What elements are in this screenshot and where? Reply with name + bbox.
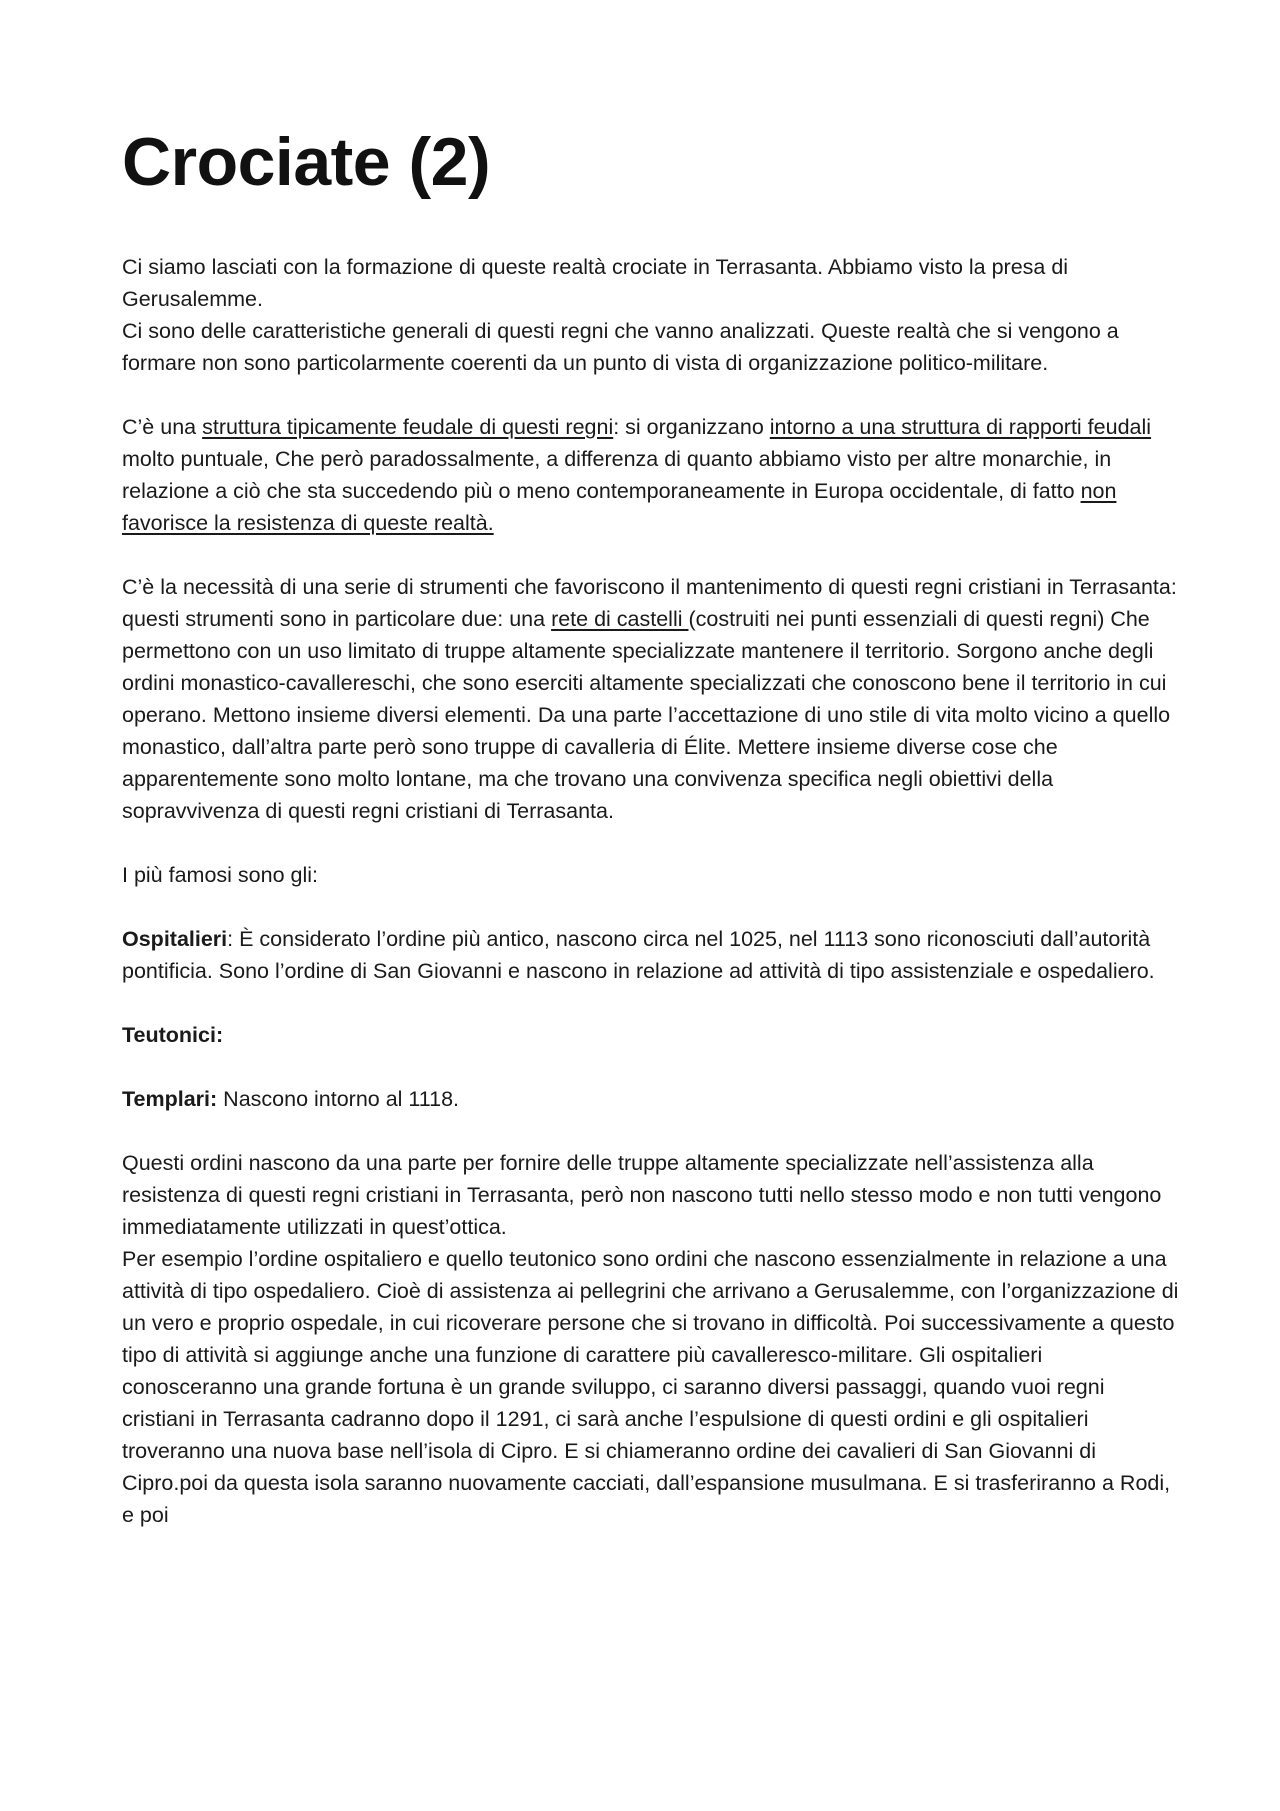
- paragraph-orders-purpose: Questi ordini nascono da una parte per fornire delle truppe altamente specializzate nell’assistenza alla resistenza di questi regni cristiani in Terrasanta, però non nascono tutti nello stesso modo e non tutti vengono immediatamente utilizzati in quest’ottica.: [122, 1151, 1162, 1239]
- underlined-text: struttura tipicamente feudale di questi regni: [202, 415, 614, 439]
- paragraph-intro: Ci siamo lasciati con la formazione di queste realtà crociate in Terrasanta. Abbiamo visto la presa di Gerusalemme.: [122, 255, 1069, 311]
- underlined-text: intorno a una struttura di rapporti feudali: [769, 415, 1152, 439]
- paragraph-instruments: [122, 571, 1182, 827]
- text-run: molto puntuale, Che però paradossalmente, a differenza di quanto abbiamo visto per altre monarchie, in relazione a ciò che sta succedendo più o meno contemporaneamente in Europa occidentale, di fatto: [122, 447, 1112, 503]
- paragraph-feudal-structure: [122, 411, 1182, 539]
- order-name: Templari:: [122, 1087, 218, 1111]
- text-run: : si organizzano: [613, 415, 770, 439]
- document-body: [122, 251, 1182, 1531]
- text-run: (costruiti nei punti essenziali di questi regni) Che permettono con un uso limitato di truppe altamente specializzate mantenere il territorio. Sorgono anche degli ordini monastico-cavallereschi, che sono eserciti altamente specializzati che conoscono bene il territorio in cui operano. Mettono insieme diversi elementi. Da una parte l’accettazione di uno stile di vita molto vicino a quello monastico, dall’altra parte però sono truppe di cavalleria di Élite. Mettere insieme diverse cose che apparentemente sono molto lontane, ma che trovano una convivenza specifica negli obiettivi della sopravvivenza di questi regni cristiani di Terrasanta.: [122, 607, 1171, 823]
- order-entry-teutonici: [122, 1019, 1182, 1051]
- order-entry-ospitalieri: [122, 923, 1182, 987]
- underlined-text: non favorisce la resistenza di queste realtà.: [122, 479, 1117, 535]
- order-description: Nascono intorno al 1118.: [223, 1087, 460, 1111]
- order-name: Teutonici:: [122, 1023, 224, 1047]
- text-run: C’è la necessità di una serie di strumenti che favoriscono il mantenimento di questi regni cristiani in Terrasanta: questi strumenti sono in particolare due: una: [122, 575, 1177, 631]
- paragraph-ospitalieri-history: Per esempio l’ordine ospitaliero e quello teutonico sono ordini che nascono essenzialmente in relazione a una attività di tipo ospedaliero. Cioè di assistenza ai pellegrini che arrivano a Gerusalemme, con l’organizzazione di un vero e proprio ospedale, in cui ricoverare persone che si trovano in difficoltà. Poi successivamente a questo tipo di attività si aggiunge anche una funzione di carattere più cavalleresco-militare. Gli ospitalieri conosceranno una grande fortuna è un grande sviluppo, ci saranno diversi passaggi, quando vuoi regni cristiani in Terrasanta cadranno dopo il 1291, ci sarà anche l’espulsione di questi ordini e gli ospitalieri troveranno una nuova base nell’isola di Cipro. E si chiameranno ordine dei cavalieri di San Giovanni di Cipro.poi da questa isola saranno nuovamente cacciati, dall’espansione musulmana. E si trasferiranno a Rodi, e poi: [122, 1247, 1179, 1527]
- order-separator: :: [227, 927, 240, 951]
- order-name: Ospitalieri: [122, 927, 228, 951]
- order-entry-templari: [122, 1083, 1182, 1115]
- page-title: Crociate (2): [122, 124, 491, 200]
- order-description: È considerato l’ordine più antico, nascono circa nel 1025, nel 1113 sono riconosciuti dall’autorità pontificia. Sono l’ordine di San Giovanni e nascono in relazione ad attività di tipo assistenziale e ospedaliero.: [122, 927, 1155, 983]
- paragraph-characteristics: Ci sono delle caratteristiche generali di questi regni che vanno analizzati. Queste realtà che si vengono a formare non sono particolarmente coerenti da un punto di vista di organizzazione politico-militare.: [122, 319, 1119, 375]
- paragraph-famous-orders: I più famosi sono gli:: [122, 863, 318, 887]
- text-run: C’è una: [122, 415, 203, 439]
- underlined-text: rete di castelli: [551, 607, 689, 631]
